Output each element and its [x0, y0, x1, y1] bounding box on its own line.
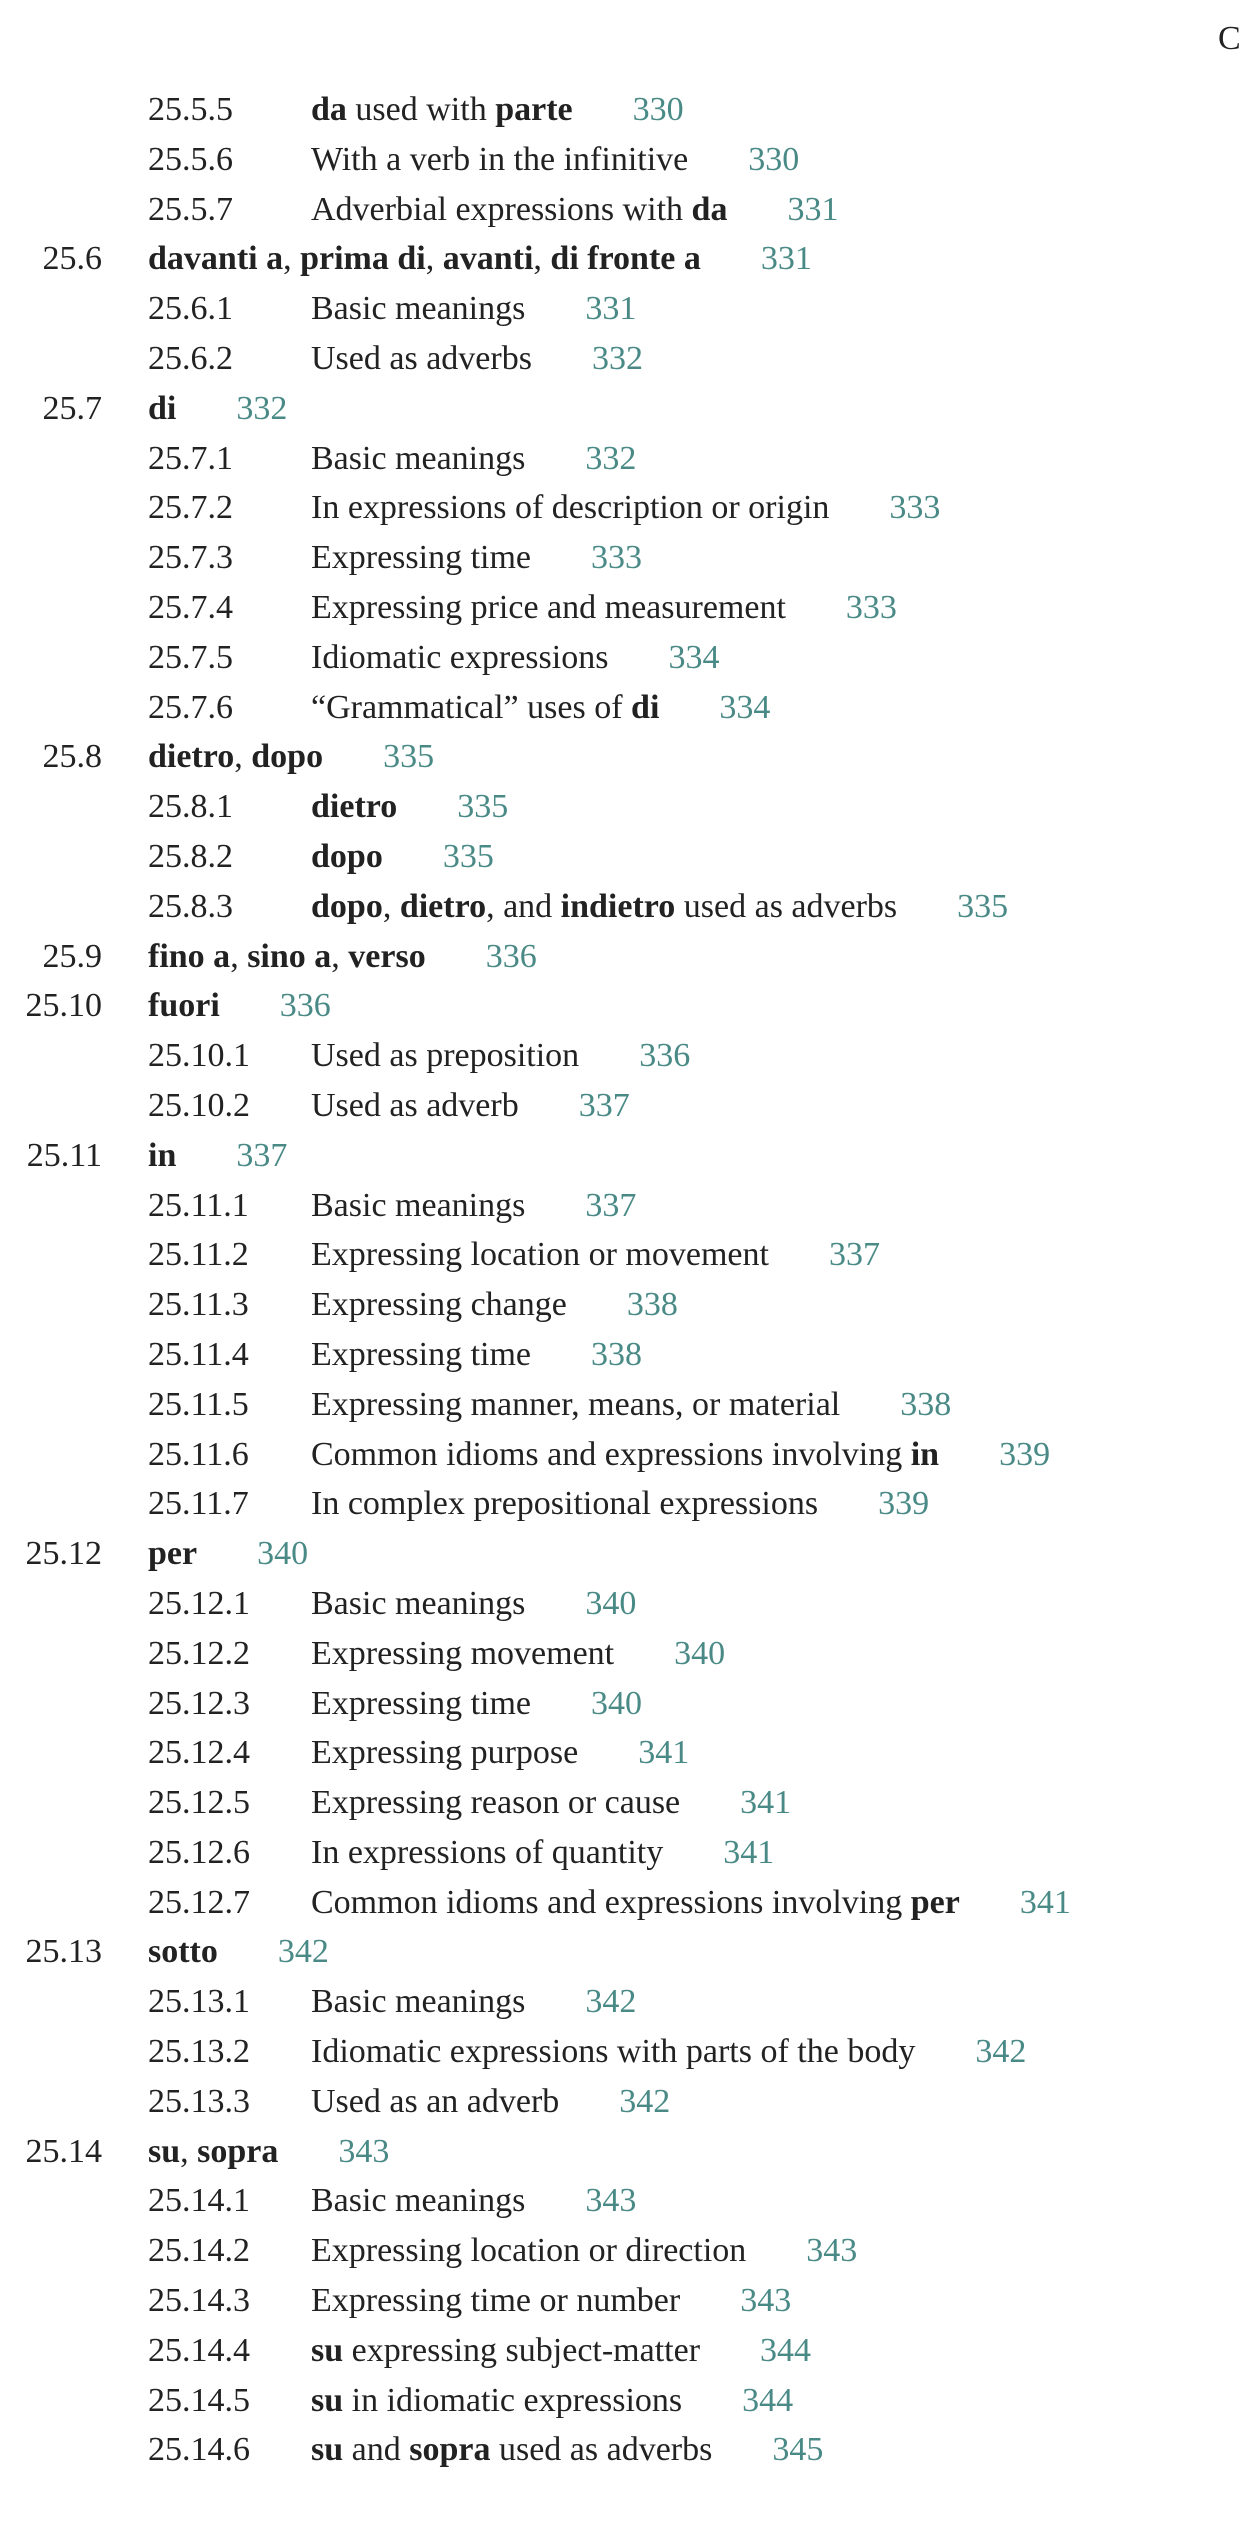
toc-title-text: With a verb in the infinitive	[311, 140, 689, 178]
toc-title-bold-term: sotto	[148, 1933, 218, 1971]
toc-entry-title	[311, 2425, 823, 2475]
toc-subsection-entry[interactable]	[0, 1679, 1232, 1729]
toc-page-link[interactable]: 336	[485, 937, 537, 975]
toc-page-link[interactable]: 336	[639, 1037, 691, 1075]
toc-entry-number: 25.8.1	[148, 788, 233, 826]
toc-title-text: Common idioms and expressions involving	[311, 1883, 911, 1921]
toc-subsection-entry[interactable]	[0, 1629, 1232, 1679]
toc-entry-number: 25.12.5	[148, 1784, 250, 1822]
toc-page-link[interactable]: 344	[760, 2331, 812, 2369]
toc-title-bold-term: sino a	[247, 937, 332, 975]
toc-subsection-entry[interactable]	[0, 1878, 1232, 1928]
toc-title-bold-term: in	[910, 1435, 940, 1473]
toc-title-bold-term: dietro	[148, 738, 235, 776]
toc-entry-title	[311, 2027, 1026, 2077]
toc-subsection-entry[interactable]	[0, 1828, 1232, 1878]
toc-section-entry[interactable]	[0, 1529, 1232, 1579]
toc-subsection-entry[interactable]	[0, 85, 1232, 135]
toc-title-text: ,	[331, 937, 349, 975]
toc-entry-title	[148, 932, 537, 982]
toc-entry-title	[311, 2376, 793, 2426]
toc-entry-number: 25.7	[42, 389, 102, 427]
toc-section-entry[interactable]	[0, 981, 1232, 1031]
toc-entry-number: 25.14.1	[148, 2182, 250, 2220]
toc-entry-number: 25.12.3	[148, 1684, 250, 1722]
toc-entry-title	[148, 1131, 287, 1181]
toc-entry-number: 25.8.2	[148, 837, 233, 875]
toc-title-text: Expressing time	[311, 1684, 532, 1722]
toc-page-link[interactable]: 337	[236, 1136, 288, 1174]
toc-section-entry[interactable]	[0, 932, 1232, 982]
toc-entry-title	[311, 2276, 791, 2326]
toc-entry-number: 25.5.5	[148, 91, 233, 128]
toc-entry-title	[311, 583, 897, 633]
toc-entry-title	[148, 981, 331, 1031]
toc-title-text: Adverbial expressions with	[311, 190, 692, 228]
toc-title-text: ,	[283, 240, 301, 278]
toc-page-link[interactable]: 343	[740, 2282, 792, 2320]
toc-title-bold-term: dopo	[251, 738, 324, 776]
toc-title-text: In expressions of quantity	[311, 1833, 664, 1871]
toc-title-text: Used as adverbs	[311, 339, 532, 377]
toc-title-text: ,	[230, 937, 248, 975]
toc-entry-number: 25.11.7	[148, 1485, 249, 1523]
toc-subsection-entry[interactable]	[0, 2077, 1232, 2127]
toc-page-link[interactable]: 337	[585, 1186, 637, 1224]
toc-title-text: ,	[382, 887, 400, 925]
toc-entry-number: 25.14.5	[148, 2381, 250, 2419]
toc-page-link[interactable]: 335	[957, 887, 1009, 925]
toc-entry-title	[311, 1280, 678, 1330]
toc-entry-title	[311, 1230, 880, 1280]
toc-entry-title	[311, 1330, 642, 1380]
toc-page-link[interactable]: 343	[338, 2132, 390, 2170]
toc-page-link[interactable]: 333	[591, 539, 643, 577]
toc-entry-number: 25.11.4	[148, 1335, 249, 1373]
toc-page-link[interactable]: 335	[383, 738, 435, 776]
toc-subsection-entry[interactable]	[0, 334, 1232, 384]
toc-page-link[interactable]: 342	[585, 1983, 637, 2021]
toc-entry-title	[311, 832, 494, 882]
toc-title-bold-term: da	[311, 91, 347, 128]
toc-title-text: Expressing change	[311, 1286, 567, 1324]
toc-entry-number: 25.10.1	[148, 1037, 250, 1075]
toc-entry-number: 25.7.2	[148, 489, 233, 527]
toc-page-link[interactable]: 333	[889, 489, 941, 527]
toc-subsection-entry[interactable]	[0, 1479, 1232, 1529]
toc-title-text: ,	[180, 2132, 198, 2170]
toc-page-link[interactable]: 332	[585, 439, 637, 477]
toc-page-link[interactable]: 340	[257, 1535, 309, 1573]
toc-entry-title	[311, 1728, 689, 1778]
toc-title-bold-term: avanti	[442, 240, 534, 278]
toc-entry-title	[311, 1778, 791, 1828]
toc-entry-number: 25.13.2	[148, 2033, 250, 2071]
toc-title-text: Common idioms and expressions involving	[311, 1435, 911, 1473]
toc-entry-title	[311, 1679, 642, 1729]
toc-page-link[interactable]: 330	[632, 91, 684, 128]
toc-subsection-entry[interactable]	[0, 1579, 1232, 1629]
toc-title-bold-term: fino a	[148, 937, 231, 975]
toc-subsection-entry[interactable]	[0, 782, 1232, 832]
toc-title-bold-term: prima di	[300, 240, 426, 278]
toc-entry-title	[311, 782, 508, 832]
toc-entry-number: 25.12	[25, 1535, 102, 1573]
toc-title-text: ,	[425, 240, 443, 278]
toc-subsection-entry[interactable]	[0, 1330, 1232, 1380]
toc-entry-number: 25.12.4	[148, 1734, 250, 1772]
toc-title-text: ,	[533, 240, 551, 278]
toc-title-bold-term: su	[311, 2431, 344, 2469]
toc-entry-number: 25.6	[42, 240, 102, 278]
toc-section-entry[interactable]	[0, 1927, 1232, 1977]
toc-title-text: and	[343, 2431, 410, 2469]
toc-entry-title	[311, 1479, 929, 1529]
toc-entry-title	[311, 1031, 690, 1081]
toc-page-link[interactable]: 340	[591, 1684, 643, 1722]
toc-title-text: Basic meanings	[311, 1584, 526, 1622]
toc-subsection-entry[interactable]	[0, 2326, 1232, 2376]
toc-title-text: “Grammatical” uses of	[311, 688, 632, 726]
toc-page-link[interactable]: 331	[787, 190, 839, 228]
toc-page-link[interactable]: 332	[591, 339, 643, 377]
toc-entry-title	[311, 185, 838, 235]
toc-entry-title	[311, 2176, 636, 2226]
toc-entry-number: 25.11.5	[148, 1385, 249, 1423]
toc-subsection-entry[interactable]	[0, 483, 1232, 533]
toc-title-bold-term: da	[691, 190, 728, 228]
toc-title-text: Used as an adverb	[311, 2082, 560, 2120]
toc-entry-title	[311, 683, 770, 733]
toc-entry-number: 25.14.2	[148, 2232, 250, 2270]
toc-title-text: Expressing time or number	[311, 2282, 681, 2320]
toc-page-link[interactable]: 339	[878, 1485, 930, 1523]
toc-entry-number: 25.10.2	[148, 1086, 250, 1124]
toc-title-text: expressing subject-matter	[343, 2331, 701, 2369]
toc-subsection-entry[interactable]	[0, 2376, 1232, 2426]
toc-page-link[interactable]: 340	[674, 1634, 726, 1672]
toc-section-entry[interactable]	[0, 384, 1232, 434]
toc-page-link[interactable]: 340	[585, 1584, 637, 1622]
toc-page-link[interactable]: 342	[619, 2082, 671, 2120]
toc-title-text: In expressions of description or origin	[311, 489, 830, 527]
toc-title-bold-term: verso	[348, 937, 426, 975]
toc-page-link[interactable]: 342	[277, 1933, 329, 1971]
toc-entry-title	[311, 483, 940, 533]
toc-entry-number: 25.7.5	[148, 638, 233, 676]
toc-title-text: in idiomatic expressions	[343, 2381, 683, 2419]
toc-entry-title	[311, 85, 684, 135]
toc-entry-number: 25.14.4	[148, 2331, 250, 2369]
toc-page-link[interactable]: 334	[668, 638, 720, 676]
toc-subsection-entry[interactable]	[0, 1081, 1232, 1131]
toc-subsection-entry[interactable]	[0, 633, 1232, 683]
toc-title-text: Expressing time	[311, 539, 532, 577]
toc-page-link[interactable]: 338	[900, 1385, 952, 1423]
toc-subsection-entry[interactable]	[0, 1230, 1232, 1280]
toc-entry-number: 25.10	[25, 987, 102, 1025]
toc-section-entry[interactable]	[0, 2127, 1232, 2177]
toc-page-link[interactable]: 343	[806, 2232, 858, 2270]
toc-title-bold-term: su	[311, 2331, 344, 2369]
toc-entry-title	[148, 234, 812, 284]
toc-entry-title	[311, 1081, 630, 1131]
toc-subsection-entry[interactable]	[0, 882, 1232, 932]
toc-title-text: Expressing location or movement	[311, 1236, 769, 1274]
toc-page-link[interactable]: 343	[585, 2182, 637, 2220]
toc-subsection-entry[interactable]	[0, 2276, 1232, 2326]
toc-entry-title	[311, 1579, 636, 1629]
toc-title-bold-term: di fronte a	[550, 240, 701, 278]
toc-entry-number: 25.14.3	[148, 2282, 250, 2320]
toc-title-bold-term: dopo	[311, 837, 383, 875]
toc-page-link[interactable]: 337	[828, 1236, 880, 1274]
toc-entry-number: 25.13	[25, 1933, 102, 1971]
toc-entry-number: 25.12.7	[148, 1883, 250, 1921]
toc-subsection-entry[interactable]	[0, 1977, 1232, 2027]
toc-title-bold-term: su	[148, 2132, 181, 2170]
toc-title-bold-term: dietro	[311, 788, 398, 826]
toc-title-text: Idiomatic expressions	[311, 638, 609, 676]
toc-entry-title	[311, 1181, 636, 1231]
toc-subsection-entry[interactable]	[0, 533, 1232, 583]
toc-page-link[interactable]: 335	[442, 837, 494, 875]
toc-page-link[interactable]: 331	[585, 290, 637, 328]
toc-title-text: Basic meanings	[311, 2182, 526, 2220]
toc-title-text: used as adverbs	[490, 2431, 713, 2469]
toc-title-bold-term: di	[631, 688, 660, 726]
toc-title-text: Expressing manner, means, or material	[311, 1385, 841, 1423]
toc-subsection-entry[interactable]	[0, 832, 1232, 882]
toc-title-text: In complex prepositional expressions	[311, 1485, 819, 1523]
toc-entry-number: 25.11.3	[148, 1286, 249, 1324]
toc-subsection-entry[interactable]	[0, 1728, 1232, 1778]
toc-title-bold-term: dopo	[311, 887, 383, 925]
toc-title-text: Used as adverb	[311, 1086, 519, 1124]
toc-title-text: Basic meanings	[311, 1186, 526, 1224]
toc-entry-title	[311, 135, 799, 185]
toc-page-link[interactable]: 334	[719, 688, 771, 726]
toc-page-link[interactable]: 341	[1019, 1883, 1071, 1921]
toc-page-link[interactable]: 335	[457, 788, 509, 826]
toc-title-bold-term: per	[148, 1535, 198, 1573]
toc-entry-number: 25.12.6	[148, 1833, 250, 1871]
toc-title-bold-term: per	[910, 1883, 960, 1921]
toc-entry-title	[311, 2077, 670, 2127]
toc-entry-title	[311, 1629, 725, 1679]
toc-page-link[interactable]: 332	[236, 389, 288, 427]
toc-title-text: used with	[346, 91, 496, 128]
page-corner-glyph: C	[1218, 20, 1241, 57]
toc-page-link[interactable]: 331	[760, 240, 812, 278]
toc-title-text: Expressing location or direction	[311, 2232, 747, 2270]
toc-entry-number: 25.7.3	[148, 539, 233, 577]
toc-entry-number: 25.11.1	[148, 1186, 249, 1224]
toc-title-text: Basic meanings	[311, 1983, 526, 2021]
toc-entry-title	[311, 1977, 636, 2027]
toc-subsection-entry[interactable]	[0, 1181, 1232, 1231]
toc-title-text: Basic meanings	[311, 439, 526, 477]
toc-title-bold-term: indietro	[560, 887, 676, 925]
toc-page-link[interactable]: 344	[742, 2381, 794, 2419]
toc-entry-title	[311, 284, 636, 334]
toc-title-text: Used as preposition	[311, 1037, 580, 1075]
toc-subsection-entry[interactable]	[0, 2027, 1232, 2077]
toc-page-link[interactable]: 341	[638, 1734, 690, 1772]
toc-subsection-entry[interactable]	[0, 2226, 1232, 2276]
toc-title-text: Expressing movement	[311, 1634, 615, 1672]
toc-page-link[interactable]: 333	[845, 588, 897, 626]
toc-subsection-entry[interactable]	[0, 185, 1232, 235]
toc-page-link[interactable]: 341	[740, 1784, 792, 1822]
toc-page-link[interactable]: 345	[772, 2431, 824, 2469]
toc-entry-number: 25.7.4	[148, 588, 233, 626]
toc-entry-title	[311, 334, 643, 384]
toc-subsection-entry[interactable]	[0, 1280, 1232, 1330]
toc-title-bold-term: in	[148, 1136, 177, 1174]
toc-page-link[interactable]: 330	[748, 140, 800, 178]
toc-entry-title	[311, 633, 719, 683]
toc-title-bold-term: sopra	[197, 2132, 279, 2170]
toc-entry-title	[311, 882, 1008, 932]
toc-page-link[interactable]: 341	[723, 1833, 775, 1871]
toc-title-text: ,	[234, 738, 252, 776]
toc-entry-number: 25.12.2	[148, 1634, 250, 1672]
toc-entry-title	[311, 1828, 774, 1878]
toc-entry-title	[311, 1430, 1050, 1480]
toc-entry-title	[148, 384, 287, 434]
toc-subsection-entry[interactable]	[0, 434, 1232, 484]
toc-subsection-entry[interactable]	[0, 135, 1232, 185]
toc-entry-title	[148, 1529, 308, 1579]
toc-entry-number: 25.9	[42, 937, 102, 975]
toc-page-link[interactable]: 338	[626, 1286, 678, 1324]
toc-title-text: used as adverbs	[675, 887, 898, 925]
toc-entry-number: 25.5.6	[148, 140, 233, 178]
toc-entry-title	[148, 732, 434, 782]
toc-title-bold-term: fuori	[148, 987, 220, 1025]
toc-entry-title	[311, 1380, 951, 1430]
toc-entry-number: 25.11	[26, 1136, 102, 1174]
toc-entry-number: 25.12.1	[148, 1584, 250, 1622]
toc-subsection-entry[interactable]	[0, 683, 1232, 733]
toc-entry-title	[311, 2226, 857, 2276]
toc-subsection-entry[interactable]	[0, 1031, 1232, 1081]
toc-entry-title	[311, 2326, 811, 2376]
toc-entry-number: 25.13.3	[148, 2082, 250, 2120]
toc-entry-title	[148, 2127, 389, 2177]
toc-title-text: Expressing time	[311, 1335, 532, 1373]
toc-title-text: Expressing reason or cause	[311, 1784, 681, 1822]
toc-entry-number: 25.6.1	[148, 290, 233, 328]
toc-page-link[interactable]: 337	[578, 1086, 630, 1124]
table-of-contents	[0, 85, 1232, 2475]
toc-page-link[interactable]: 336	[279, 987, 331, 1025]
toc-subsection-entry[interactable]	[0, 1778, 1232, 1828]
toc-title-text: Idiomatic expressions with parts of the body	[311, 2033, 916, 2071]
toc-entry-number: 25.7.1	[148, 439, 233, 477]
toc-entry-number: 25.7.6	[148, 688, 233, 726]
toc-entry-number: 25.8.3	[148, 887, 233, 925]
toc-title-bold-term: su	[311, 2381, 344, 2419]
toc-entry-title	[311, 533, 642, 583]
toc-entry-number: 25.6.2	[148, 339, 233, 377]
toc-section-entry[interactable]	[0, 1131, 1232, 1181]
toc-entry-number: 25.14.6	[148, 2431, 250, 2469]
toc-title-bold-term: sopra	[409, 2431, 491, 2469]
toc-subsection-entry[interactable]	[0, 2176, 1232, 2226]
toc-entry-title	[311, 434, 636, 484]
toc-title-text: Expressing purpose	[311, 1734, 579, 1772]
toc-entry-number: 25.14	[25, 2132, 102, 2170]
toc-entry-number: 25.13.1	[148, 1983, 250, 2021]
toc-title-bold-term: davanti a	[148, 240, 284, 278]
toc-title-bold-term: parte	[495, 91, 573, 128]
toc-subsection-entry[interactable]	[0, 284, 1232, 334]
toc-entry-number: 25.5.7	[148, 190, 233, 228]
toc-page-link[interactable]: 339	[999, 1435, 1051, 1473]
toc-title-bold-term: dietro	[399, 887, 487, 925]
toc-entry-number: 25.8	[42, 738, 102, 776]
toc-page-link[interactable]: 338	[591, 1335, 643, 1373]
toc-entry-title	[148, 1927, 329, 1977]
toc-entry-title	[311, 1878, 1071, 1928]
toc-page-link[interactable]: 342	[975, 2033, 1027, 2071]
toc-title-text: , and	[486, 887, 561, 925]
toc-entry-number: 25.11.2	[148, 1236, 249, 1274]
toc-subsection-entry[interactable]	[0, 2425, 1232, 2475]
toc-subsection-entry[interactable]	[0, 583, 1232, 633]
toc-title-text: Basic meanings	[311, 290, 526, 328]
toc-subsection-entry[interactable]	[0, 1380, 1232, 1430]
toc-entry-number: 25.11.6	[148, 1435, 249, 1473]
toc-section-entry[interactable]	[0, 234, 1232, 284]
toc-title-bold-term: di	[148, 389, 177, 427]
toc-title-text: Expressing price and measurement	[311, 588, 786, 626]
toc-subsection-entry[interactable]	[0, 1430, 1232, 1480]
toc-section-entry[interactable]	[0, 732, 1232, 782]
